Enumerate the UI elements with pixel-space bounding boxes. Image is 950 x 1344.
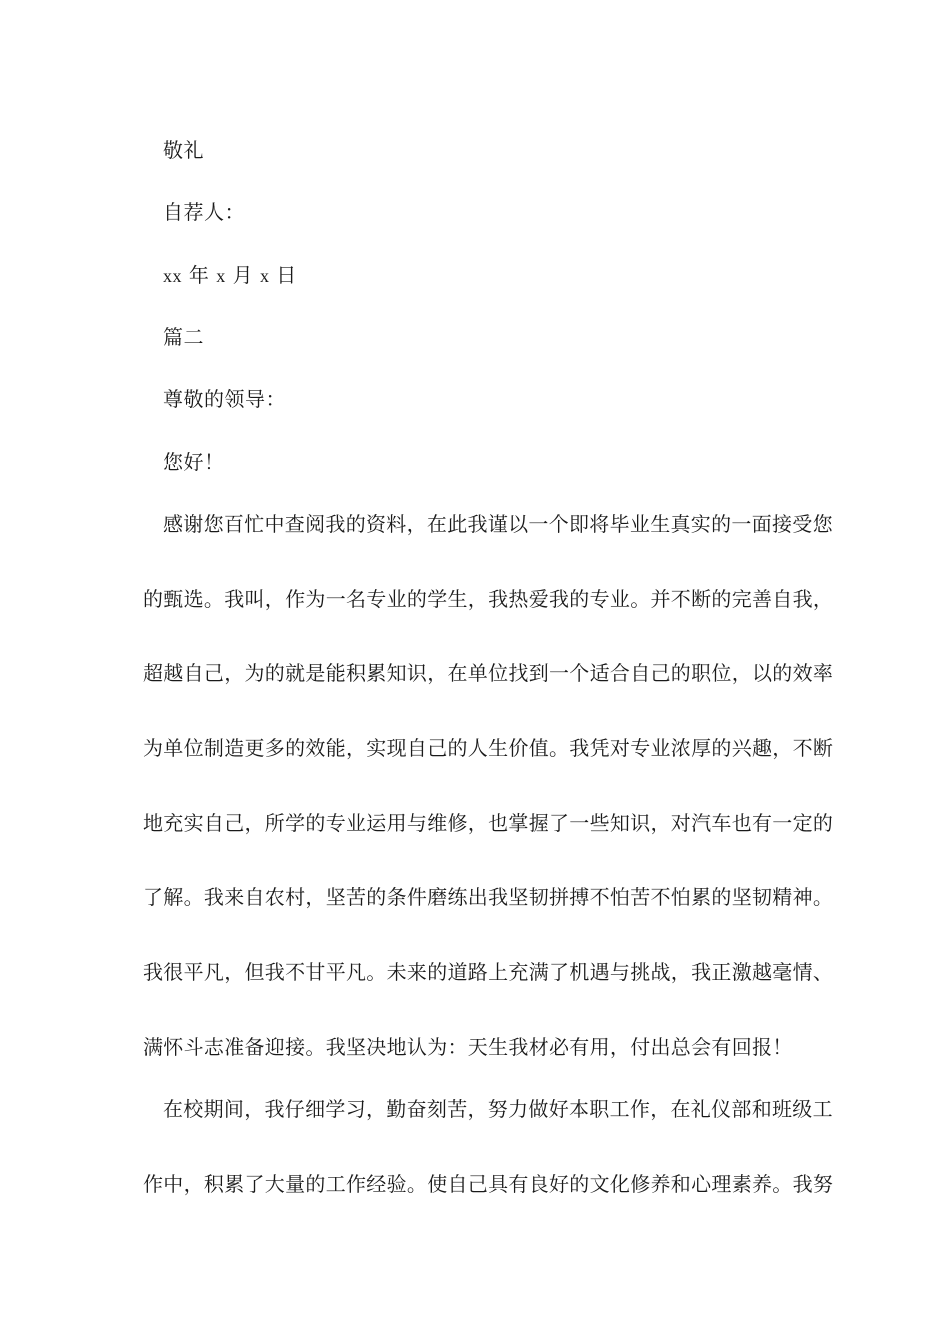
date-line bbox=[163, 262, 297, 289]
paragraph-line: 在校期间，我仔细学习，勤奋刻苦，努力做好本职工作，在礼仪部和班级工 bbox=[163, 1097, 833, 1121]
date-year-placeholder: xx bbox=[163, 266, 182, 286]
salutation: 尊敬的领导： bbox=[163, 387, 286, 411]
paragraph-line: 了解。我来自农村，坚苦的条件磨练出我坚韧拼搏不怕苦不怕累的坚韧精神。 bbox=[143, 885, 834, 909]
date-year-unit: 年 bbox=[188, 263, 210, 287]
greeting: 您好！ bbox=[163, 450, 225, 474]
paragraph-line: 满怀斗志准备迎接。我坚决地认为：天生我材必有用，付出总会有回报！ bbox=[143, 1035, 793, 1059]
paragraph-line: 超越自己，为的就是能积累知识，在单位找到一个适合自己的职位，以的效率 bbox=[143, 661, 834, 685]
signer-label: 自荐人： bbox=[163, 200, 245, 224]
paragraph-line: 为单位制造更多的效能，实现自己的人生价值。我凭对专业浓厚的兴趣，不断 bbox=[143, 736, 834, 760]
paragraph-line: 我很平凡，但我不甘平凡。未来的道路上充满了机遇与挑战，我正激越毫情、 bbox=[143, 960, 834, 984]
date-day-placeholder: x bbox=[259, 266, 270, 286]
date-month-placeholder: x bbox=[216, 266, 226, 286]
date-day-unit: 日 bbox=[276, 263, 297, 287]
paragraph-line: 地充实自己，所学的专业运用与维修，也掌握了一些知识，对汽车也有一定的 bbox=[143, 811, 834, 835]
paragraph-line: 感谢您百忙中查阅我的资料，在此我谨以一个即将毕业生真实的一面接受您 bbox=[163, 512, 833, 536]
date-month-unit: 月 bbox=[232, 263, 254, 287]
paragraph-line: 的甄选。我叫，作为一名专业的学生，我热爱我的专业。并不断的完善自我， bbox=[143, 587, 834, 611]
section-heading: 篇二 bbox=[163, 325, 204, 349]
closing-salutation: 敬礼 bbox=[163, 138, 204, 162]
paragraph-line: 作中，积累了大量的工作经验。使自己具有良好的文化修养和心理素养。我努 bbox=[143, 1172, 834, 1196]
